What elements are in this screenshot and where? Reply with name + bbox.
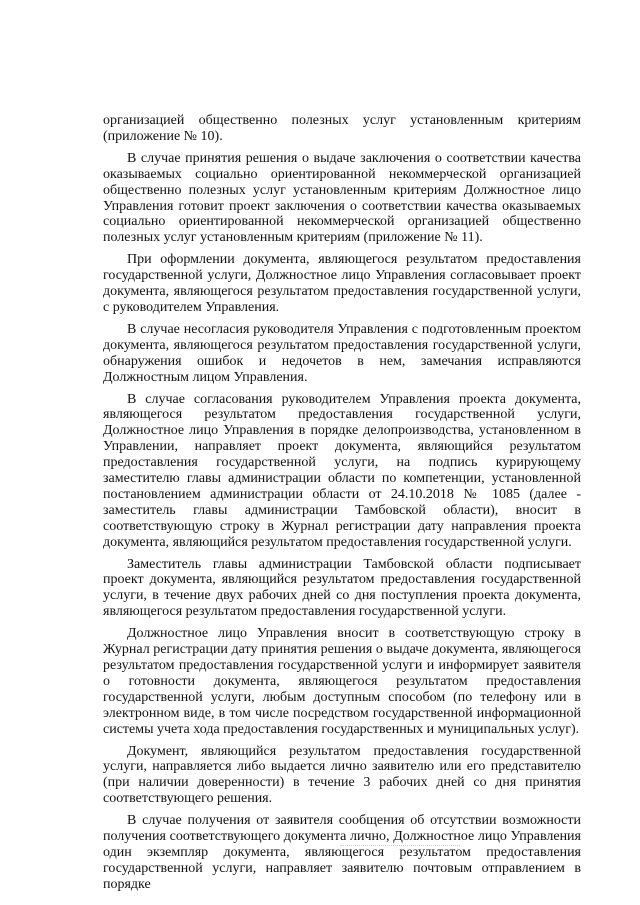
paragraph: В случае несогласия руководителя Управления с подготовленным проектом документа, являющегося результатом предоставления государственной услуги, обнаружения ошибок и недочетов в нем, замечания исправляются Должностным лицом Управления. [103, 321, 581, 385]
document-body [103, 113, 581, 899]
paragraph: При оформлении документа, являющегося результатом предоставления государственной услуги, Должностное лицо Управления согласовывает проект документа, являющегося результатом предоставления государственной услуги, с руководителем Управления. [103, 252, 581, 315]
paragraph: В случае согласования руководителем Управления проекта документа, являющегося результатом предоставления государственной услуги, Должностное лицо Управления в порядке делопроизводства, установленном в Управлении, направляет проект документа, являющийся результатом предоставления государственной услуги, на подпись курирующему заместителю главы администрации области по компетенции, установленной постановлением администрации области от 24.10.2018 № 1085 (далее - заместитель главы администрации Тамбовской области), вносит в соответствующую строку в Журнал регистрации дату направления проекта документа, являющийся результатом предоставления государственной услуги. [103, 391, 581, 550]
paragraph: Должностное лицо Управления вносит в соответствующую строку в Журнал регистрации дату принятия решения о выдаче документа, являющегося результатом предоставления государственной услуги и информирует заявителя о готовности документа, являющегося результатом предоставления государственной услуги, любым доступным способом (по телефону или в электронном виде, в том числе посредством государственной информационной системы учета хода предоставления государственных и муниципальных услуг). [103, 626, 581, 737]
paragraph: Документ, являющийся результатом предоставления государственной услуги, направляется либо выдается лично заявителю или его представителю (при наличии доверенности) в течение 3 рабочих дней со дня принятия соответствующего решения. [103, 743, 581, 807]
paragraph: В случае получения от заявителя сообщения об отсутствии возможности получения соответствующего документа лично, Должностное лицо Управления один экземпляр документа, являющегося результатом предоставления государственной услуги, направляет заявителю почтовым отправлением в порядке [103, 813, 581, 892]
paragraph: организацией общественно полезных услуг установленным критериям (приложение № 10). [103, 113, 581, 144]
paragraph: В случае принятия решения о выдаче заключения о соответствии качества оказываемых социально ориентированной некоммерческой организацией общественно полезных услуг установленным критериям Должностное лицо Управления готовит проект заключения о соответствии качества оказываемых социально ориентированной некоммерческой организацией общественно полезных услуг установленным критериям (приложение № 11). [103, 150, 581, 246]
paragraph: Заместитель главы администрации Тамбовской области подписывает проект документа, являющийся результатом предоставления государственной услуги, в течение двух рабочих дней со дня поступления проекта документа, являющегося результатом предоставления государственной услуги. [103, 556, 581, 620]
scan-artifact [340, 845, 460, 846]
